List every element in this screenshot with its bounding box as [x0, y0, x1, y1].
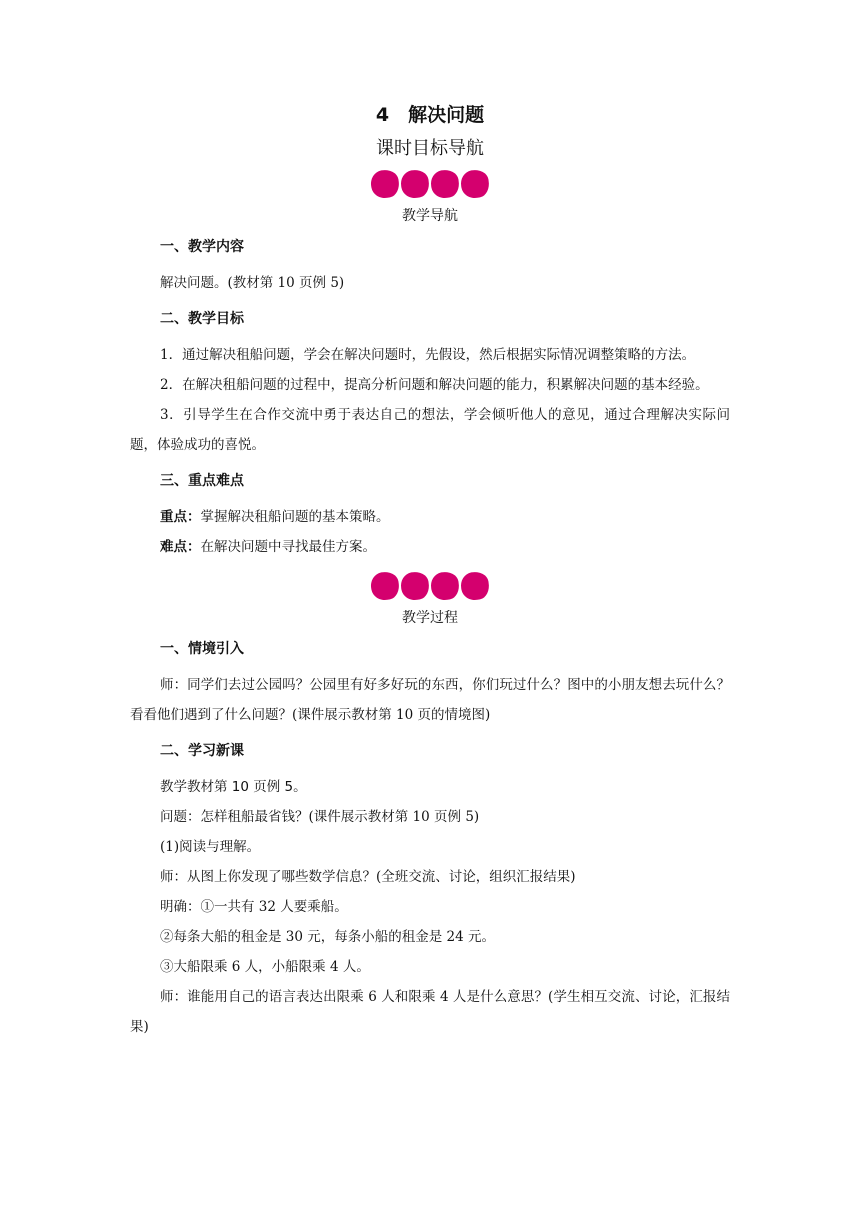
section-teaching-content-text: 解决问题。(教材第 10 页例 5): [160, 275, 345, 291]
petal-icon: [369, 570, 401, 602]
goal-2: 2．在解决租船问题的过程中，提高分析问题和解决问题的能力，积累解决问题的基本经验。: [160, 377, 709, 393]
petal-icon: [459, 168, 491, 200]
difficult-point-line: [130, 532, 730, 562]
petal-icon: [459, 570, 491, 602]
key-point-label: 重点：: [160, 509, 201, 525]
goal-1: 1．通过解决租船问题，学会在解决问题时，先假设，然后根据实际情况调整策略的方法。: [160, 347, 696, 363]
petal-icon: [399, 570, 431, 602]
key-point-text: 掌握解决租船问题的基本策略。: [200, 509, 390, 525]
petal-icon: [429, 570, 461, 602]
difficult-point-text: 在解决问题中寻找最佳方案。: [200, 539, 376, 555]
section-key-difficult-title: 三、重点难点: [160, 473, 244, 489]
lesson-subtitle: 课时目标导航: [376, 138, 484, 159]
process-heading: 教学过程: [402, 610, 458, 626]
lesson-line-1: 问题：怎样租船最省钱？(课件展示教材第 10 页例 5): [160, 809, 480, 825]
section-teaching-goals-title: 二、教学目标: [160, 311, 244, 327]
petal-icon: [369, 168, 401, 200]
lesson-line-6: ③大船限乘 6 人，小船限乘 4 人。: [160, 959, 370, 975]
lesson-line-3: 师：从图上你发现了哪些数学信息？(全班交流、讨论，组织汇报结果): [160, 869, 576, 885]
section-scenario-title: 一、情境引入: [160, 641, 244, 657]
new-lesson-lead: 教学教材第 10 页例 5。: [160, 779, 307, 795]
lesson-line-4: 明确：①一共有 32 人要乘船。: [160, 899, 348, 915]
decorative-petals-2: [130, 572, 730, 602]
document-content: [130, 100, 730, 1042]
difficult-point-label: 难点：: [160, 539, 201, 555]
petal-icon: [429, 168, 461, 200]
goal-3: 3．引导学生在合作交流中勇于表达自己的想法，学会倾听他人的意见，通过合理解决实际问题，体验成功的喜悦。: [130, 407, 730, 453]
lesson-line-7: 师：谁能用自己的语言表达出限乘 6 人和限乘 4 人是什么意思？(学生相互交流、讨论，汇报结果): [130, 989, 730, 1035]
section-new-lesson-title: 二、学习新课: [160, 743, 244, 759]
lesson-title: 4 解决问题: [375, 104, 485, 126]
key-point-line: [130, 502, 730, 532]
lesson-line-2: (1)阅读与理解。: [160, 839, 261, 855]
lesson-line-5: ②每条大船的租金是 30 元，每条小船的租金是 24 元。: [160, 929, 496, 945]
scenario-text: 师：同学们去过公园吗？公园里有好多好玩的东西，你们玩过什么？图中的小朋友想去玩什么？看看他们遇到了什么问题？(课件展示教材第 10 页的情境图): [130, 677, 730, 723]
section-teaching-content-title: 一、教学内容: [160, 239, 244, 255]
decorative-petals-1: [130, 170, 730, 200]
petal-icon: [399, 168, 431, 200]
nav-heading: 教学导航: [402, 208, 458, 224]
